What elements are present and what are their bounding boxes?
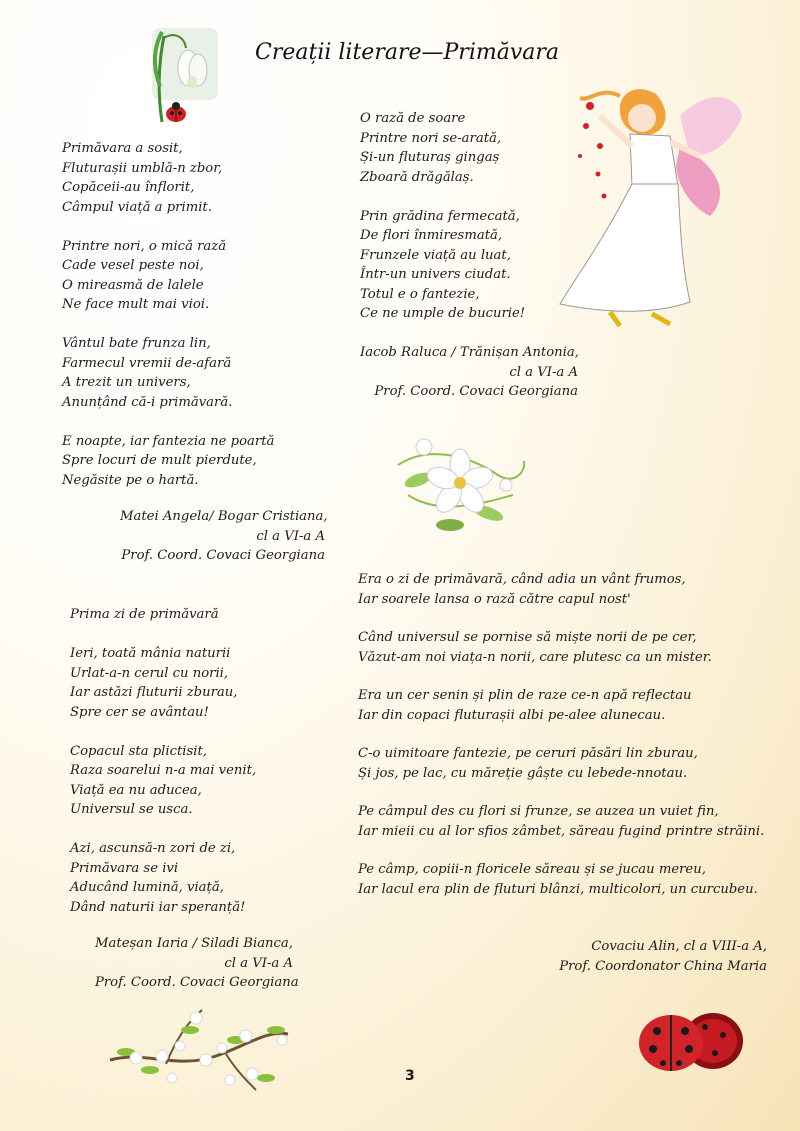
coordinator: Prof. Coord. Covaci Georgiana [95,975,299,990]
poem-line: Cade vesel peste noi, [62,258,204,273]
poem-line: Printre nori se-arată, [360,130,502,146]
poem-line: Zboară drăgălaș. [360,169,474,185]
poem-line: Dând naturii iar speranță! [70,899,246,915]
stanza [62,139,274,217]
poem-line: Iar soarele lansa o rază către capul nost' [358,591,631,607]
coordinator: Prof. Coord. Covaci Georgiana [121,548,325,563]
poem-line: Era o zi de primăvară, când adia un vânt frumos, [358,572,686,587]
poem-line: Urlat-a-n cerul cu norii, [70,665,229,681]
poem-line: Spre cer se avântau! [70,704,209,720]
poem-line: Copăceii-au înflorit, [62,180,195,195]
poem-line: Iar din copaci fluturașii albi pe-alee alunecau. [358,707,666,723]
poem-line: De flori înmiresmată, [360,228,503,243]
coordinator: Prof. Coordonator China Maria [559,958,767,974]
poem-line: Primăvara a sosit, [62,141,183,156]
poem-line: Negăsite pe o hartă. [62,472,199,488]
author-class: cl a VI-a A [256,528,325,544]
poem-2-credits [360,343,578,402]
poem-line: Copacul sta plictisit, [70,743,208,759]
stanza [358,570,764,609]
stanza [70,644,256,722]
poem-line: A trezit un univers, [62,375,191,390]
poem-line: Frunzele viață au luat, [360,247,511,263]
author-class: cl a VI-a A [509,364,578,380]
stanza [358,802,764,841]
stanza [70,839,256,917]
poem-line: Iar lacul era plin de fluturi blânzi, multicolori, un curcubeu. [358,881,758,897]
poem-line: Farmecul vremii de-afară [62,355,232,371]
author-names: Mateșan Iaria / Siladi Bianca, [95,936,293,951]
white-flower-illustration [388,425,533,540]
poem-line: Era un cer senin și plin de raze ce-n apă reflectau [358,688,692,703]
page-title: Creații literare—Primăvara [255,40,560,65]
author-names: Covaciu Alin, cl a VIII-a A, [591,939,767,954]
poem-line: E noapte, iar fantezia ne poartă [62,433,275,449]
poem-line: Și jos, pe lac, cu măreție gâște cu lebede-nnotau. [358,765,688,781]
poem-line: Viață ea nu aducea, [70,782,202,798]
stanza [62,334,274,412]
poem-line: Vântul bate frunza lin, [62,336,211,351]
poem-line: Când universul se pornise să miște norii de pe cer, [358,630,697,645]
stanza [62,432,274,491]
stanza [70,742,256,820]
stanza [358,860,764,899]
poem-line: Totul e o fantezie, [360,286,480,302]
poem-1 [62,139,274,510]
poem-3 [70,605,256,937]
poem-line: Pe câmpul des cu flori si frunze, se auzea un vuiet fin, [358,804,719,819]
poem-line: Câmpul viață a primit. [62,199,212,215]
stanza [358,686,764,725]
poem-line: Pe câmp, copiii-n floricele săreau și se jucau mereu, [358,862,706,877]
poem-line: O mireasmă de lalele [62,277,204,293]
poem-line: Ne face mult mai vioi. [62,297,210,312]
poem-line: Aducând lumină, viață, [70,880,224,895]
author-names: Iacob Raluca / Trănișan Antonia, [360,345,579,360]
poem-1-credits [120,507,328,566]
stanza [360,109,525,187]
snowdrop-ladybug-illustration [148,26,220,128]
poem-line: Ce ne umple de bucurie! [360,306,526,321]
poem-line: Fluturașii umblă-n zbor, [62,160,223,176]
poem-line: Spre locuri de mult pierdute, [62,453,257,468]
poem-line: Prin grădina fermecată, [360,208,520,224]
poem-line: Raza soarelui n-a mai venit, [70,763,257,778]
author-names: Matei Angela/ Bogar Cristiana, [120,509,328,524]
poem-line: Văzut-am noi viața-n norii, care plutesc ca un mister. [358,649,712,665]
author-class: cl a VI-a A [224,955,293,971]
poem-line: Și-un fluturaș gingaș [360,150,500,165]
poem-line: Primăvara se ivi [70,860,179,876]
poem-line: O rază de soare [360,111,466,126]
poem-line: Iar mieii cu al lor sfios zâmbet, săreau fugind printre străini. [358,823,765,839]
poem-line: Anunțând că-i primăvară. [62,394,233,410]
poem-2 [360,109,525,343]
page-number: 3 [405,1068,415,1084]
poem-line: Universul se usca. [70,802,193,817]
blossom-branch-illustration [106,1000,292,1100]
poem-line: Iar astăzi fluturii zburau, [70,685,238,700]
poem-4-credits [540,937,767,976]
stanza [358,744,764,783]
coordinator: Prof. Coord. Covaci Georgiana [374,384,578,399]
stanza [358,628,764,667]
stanza [62,237,274,315]
stanza [360,207,525,324]
poem-line: Ieri, toată mânia naturii [70,646,231,661]
poem-line: Printre nori, o mică rază [62,238,227,254]
poem-line: Azi, ascunsă-n zori de zi, [70,841,236,856]
poem-4 [358,570,764,918]
poem-line: C-o uimitoare fantezie, pe ceruri păsări lin zburau, [358,746,698,761]
poem-line: Într-un univers ciudat. [360,267,511,282]
poem-3-credits [95,934,299,993]
ladybugs-illustration [635,1005,745,1075]
fairy-illustration [560,76,750,336]
poem-3-title: Prima zi de primăvară [70,607,219,622]
